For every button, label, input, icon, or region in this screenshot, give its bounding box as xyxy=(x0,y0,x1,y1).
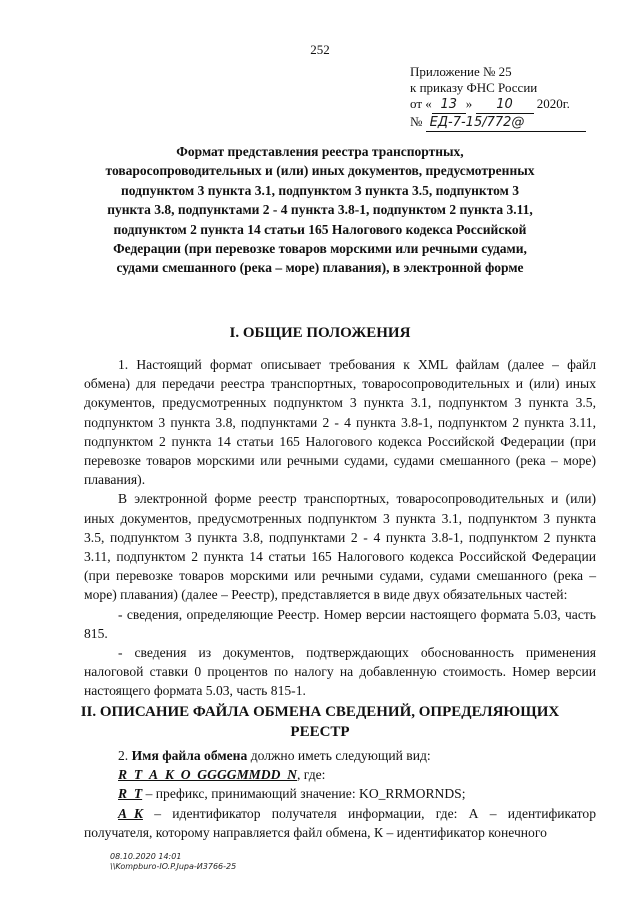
pattern-code: R_T_A_K_O_GGGGMMDD_N xyxy=(118,767,297,783)
appendix-line-1: Приложение № 25 xyxy=(410,64,512,79)
appendix-number-row xyxy=(410,114,610,132)
rt-text: – префикс, принимающий значение: KO_RRMORNDS; xyxy=(145,786,466,802)
date-year: 2020г. xyxy=(536,96,570,111)
item-2-term: Имя файла обмена xyxy=(131,748,248,763)
rt-term: R_T xyxy=(118,786,143,802)
pattern-suffix: , где: xyxy=(297,767,326,783)
footer-note xyxy=(110,852,236,872)
appendix-block xyxy=(410,64,610,132)
ak-term: A_K xyxy=(118,805,143,821)
appendix-date-row xyxy=(410,96,610,114)
paragraph-3: - сведения, определяющие Реестр. Номер версии настоящего формата 5.03, часть 815. xyxy=(84,606,596,641)
section-1-body xyxy=(84,355,596,701)
section-1-heading: I. ОБЩИЕ ПОЛОЖЕНИЯ xyxy=(229,325,411,341)
number-prefix: № xyxy=(410,114,423,129)
paragraph-1: 1. Настоящий формат описывает требования к XML файлам (далее – файл обмена) для передачи реестра транспортных, товаросопроводительных и (или) иных документов, предусмотренных подпунктом 3 пункта 3.1, подпунктом 3 пункта 3.5, подпунктом 3 пункта 3.8, подпунктами 2 - 4 пункта 3.8-1, подпунктом 2 пункта 3.11, подпунктом 2 пункта 14 статьи 165 Налогового кодекса Российской Федерации (при перевозке товаров морскими или речными судами, судами смешанного (река – море) плавания). xyxy=(84,357,596,488)
footer-line-1: 08.10.2020 14:01 xyxy=(110,852,182,861)
footer-line-2: \\Kompburo-IO.P.Jupa-И3766-25 xyxy=(110,862,237,871)
date-prefix: от « xyxy=(410,96,432,111)
section-2-body xyxy=(84,746,596,842)
order-number-handwritten: ЕД-7-15/772@ xyxy=(426,115,586,132)
appendix-line-2: к приказу ФНС России xyxy=(410,80,538,95)
item-2 xyxy=(84,746,596,765)
item-2-number: 2. xyxy=(118,748,129,763)
paragraph-2: В электронной форме реестр транспортных, товаросопроводительных и (или) иных документов, предусмотренных подпунктом 3 пункта 3.1, подпунктом 3 пункта 3.5, подпунктом 3 пункта 3.8, подпунктами 2 - 4 пункта 3.8-1, подпунктом 2 пункта 3.11, подпунктом 2 пункта 14 статьи 165 Налогового кодекса Российской Федерации (при перевозке товаров морскими или речными судами, судами смешанного (река – море) плавания) (далее – Реестр), представляется в виде двух обязательных частей: xyxy=(84,491,596,603)
date-separator: » xyxy=(465,96,473,111)
date-day-handwritten: 13 xyxy=(432,97,466,114)
section-2-heading: II. ОПИСАНИЕ ФАЙЛА ОБМЕНА СВЕДЕНИЙ, ОПРЕДЕЛЯЮЩИХ РЕЕСТР xyxy=(80,704,560,740)
ak-definition xyxy=(84,804,596,842)
rt-definition xyxy=(84,784,596,803)
date-month-handwritten: 10 xyxy=(476,97,534,114)
ak-text: – идентификатор получателя информации, где: А – идентификатор получателя, которому направляется файл обмена, К – идентификатор конечного xyxy=(84,805,596,840)
paragraph-4: - сведения из документов, подтверждающих обоснованность применения налоговой ставки 0 процентов по налогу на добавленную стоимость. Номер версии настоящего формата 5.03, часть 815-1. xyxy=(84,645,596,699)
page-number: 252 xyxy=(310,42,330,57)
file-name-pattern xyxy=(84,765,596,784)
item-2-text: должно иметь следующий вид: xyxy=(250,748,431,763)
document-title: Формат представления реестра транспортных, товаросопроводительных и (или) иных документов, предусмотренных подпунктом 3 пункта 3.1, подпунктом 3 пункта 3.5, подпунктом 3 пункта 3.8, подпунктами 2 - 4 пункта 3.8-1, подпунктом 2 пункта 3.11, подпунктом 2 пункта 14 статьи 165 Налогового кодекса Российской Федерации (при перевозке товаров морскими или речными судами, судами смешанного (река – море) плавания), в электронной форме xyxy=(105,144,535,276)
